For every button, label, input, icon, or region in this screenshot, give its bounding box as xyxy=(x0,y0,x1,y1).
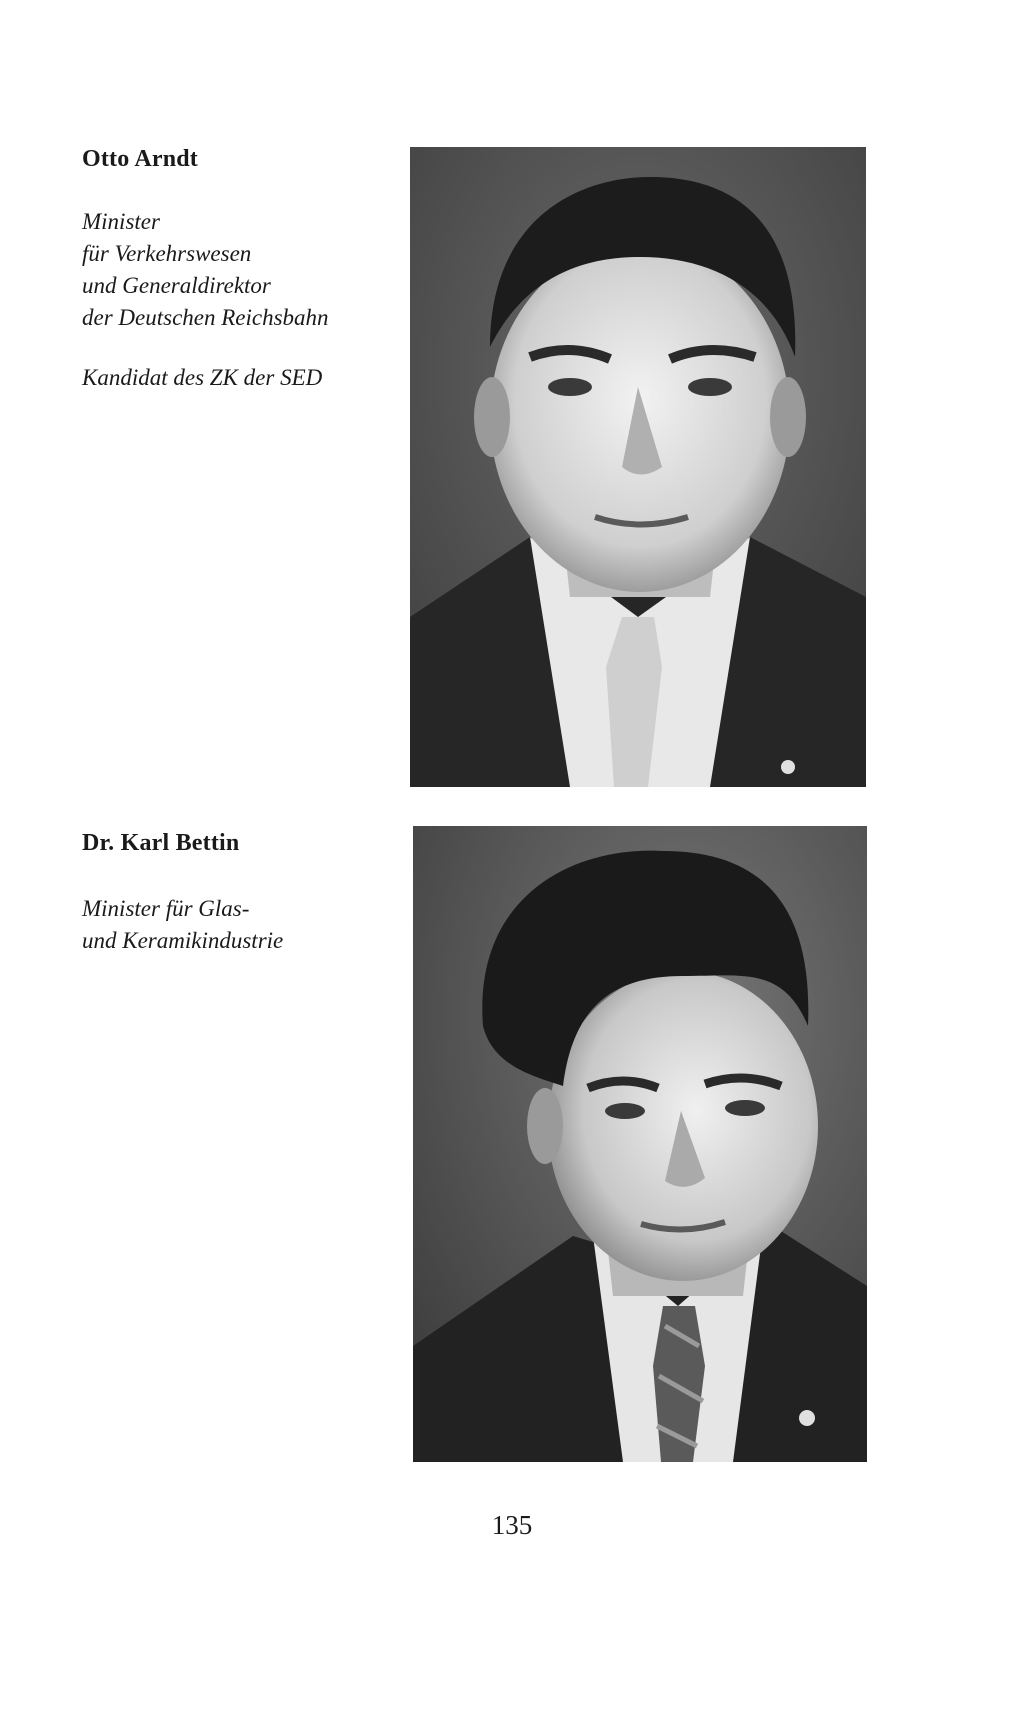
portrait-photo-otto-arndt xyxy=(410,147,866,787)
portrait-illustration xyxy=(413,826,867,1462)
role-line: Minister xyxy=(82,209,160,234)
entry-name-otto-arndt: Otto Arndt xyxy=(82,146,198,172)
page-number: 135 xyxy=(491,1510,533,1540)
role-line: der Deutschen Reichsbahn xyxy=(82,305,329,330)
candidate-line: Kandidat des ZK der SED xyxy=(82,365,323,390)
role-line: und Generaldirektor xyxy=(82,273,271,298)
entry-role-karl-bettin xyxy=(82,893,283,957)
entry-name-karl-bettin: Dr. Karl Bettin xyxy=(82,830,240,856)
entry-role-otto-arndt xyxy=(82,206,329,394)
role-line: und Keramikindustrie xyxy=(82,928,284,953)
portrait-photo-karl-bettin xyxy=(413,826,867,1462)
role-line: für Verkehrswesen xyxy=(82,241,252,266)
role-line: Minister für Glas- xyxy=(82,896,250,921)
portrait-illustration xyxy=(410,147,866,787)
